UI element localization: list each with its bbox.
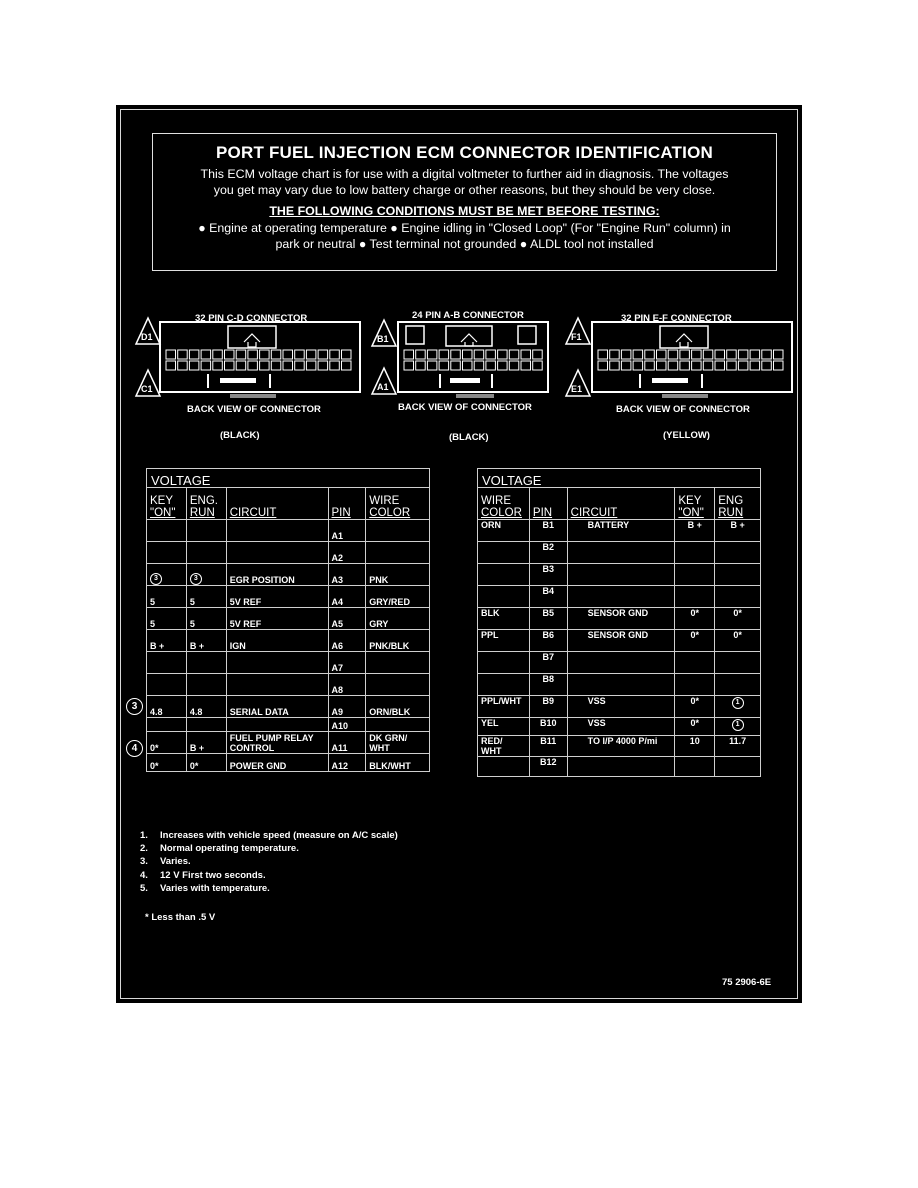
connector-pin: [498, 350, 508, 359]
cell-circuit: [226, 652, 328, 674]
tag-c1-icon: [136, 370, 160, 396]
connector-pin: [738, 350, 748, 359]
cell-key-on: 4.8: [147, 696, 187, 718]
cell-circuit: TO I/P 4000 P/mi: [567, 736, 675, 757]
table-a-header-pin: PIN: [328, 488, 366, 520]
connector-pin: [201, 350, 211, 359]
cell-wire-color: GRY/RED: [366, 586, 430, 608]
voltage-table-b: [477, 468, 761, 777]
table-a-row: [147, 696, 430, 718]
connector-pin: [498, 361, 508, 370]
cell-eng-run: 5: [186, 608, 226, 630]
svg-text:B1: B1: [377, 334, 389, 344]
connector-pin: [330, 361, 340, 370]
table-a-row: [147, 718, 430, 732]
tag-a1-icon: [372, 368, 396, 394]
connector-pin: [306, 350, 316, 359]
cell-eng-run: [186, 520, 226, 542]
connector-pin: [774, 361, 784, 370]
cell-circuit: EGR POSITION: [226, 564, 328, 586]
connector-pin: [727, 350, 737, 359]
connector-pin: [692, 361, 702, 370]
table-a-row: [147, 630, 430, 652]
cell-key-on: 0*: [675, 718, 715, 736]
connector-pin: [318, 361, 328, 370]
cell-circuit: SERIAL DATA: [226, 696, 328, 718]
cell-key-on: [675, 586, 715, 608]
cell-eng-run: B +: [186, 630, 226, 652]
connector-ab-drawing: [398, 322, 548, 398]
table-b-header-eng: ENG RUN: [715, 488, 761, 520]
cell-wire-color: PNK: [366, 564, 430, 586]
cell-pin: A2: [328, 542, 366, 564]
connector-ef-title: 32 PIN E-F CONNECTOR: [621, 313, 732, 324]
table-a-row: [147, 674, 430, 696]
table-a-row: [147, 564, 430, 586]
cell-key-on: 0*: [675, 630, 715, 652]
connector-pin: [762, 361, 772, 370]
connector-pin: [295, 361, 305, 370]
connector-pin: [621, 350, 631, 359]
cell-key-on: [147, 542, 187, 564]
connector-drawings: [0, 0, 918, 460]
connector-pin: [416, 361, 426, 370]
cell-circuit: VSS: [567, 696, 675, 718]
svg-text:E1: E1: [571, 384, 583, 394]
cell-wire-color: [478, 674, 530, 696]
cell-circuit: IGN: [226, 630, 328, 652]
cell-eng-run: B +: [186, 732, 226, 754]
cell-pin: B4: [529, 586, 567, 608]
cell-eng-run: [186, 674, 226, 696]
cell-eng-run: 3: [186, 564, 226, 586]
connector-pin: [248, 350, 258, 359]
connector-pin: [189, 361, 199, 370]
cell-pin: A1: [328, 520, 366, 542]
connector-pin: [533, 361, 543, 370]
connector-pin: [668, 361, 678, 370]
cell-wire-color: DK GRN/ WHT: [366, 732, 430, 754]
connector-cd-view: BACK VIEW OF CONNECTOR: [187, 404, 321, 415]
cell-eng-run: [715, 757, 761, 777]
cell-pin: B3: [529, 564, 567, 586]
cell-circuit: [226, 674, 328, 696]
table-b-row: [478, 520, 761, 542]
cell-key-on: 5: [147, 586, 187, 608]
table-b-header-key: KEY "ON": [675, 488, 715, 520]
cell-key-on: B +: [147, 630, 187, 652]
cell-eng-run: 1: [715, 696, 761, 718]
table-a-row: [147, 586, 430, 608]
cell-circuit: [567, 674, 675, 696]
cell-key-on: 10: [675, 736, 715, 757]
connector-pin: [509, 350, 519, 359]
connector-pin: [610, 350, 620, 359]
connector-pin: [727, 361, 737, 370]
cell-wire-color: [366, 652, 430, 674]
cell-wire-color: [478, 542, 530, 564]
cell-key-on: [675, 564, 715, 586]
cell-pin: A3: [328, 564, 366, 586]
cell-eng-run: [186, 652, 226, 674]
connector-pin: [657, 350, 667, 359]
table-b-row: [478, 586, 761, 608]
cell-pin: A10: [328, 718, 366, 732]
connector-cd-title: 32 PIN C-D CONNECTOR: [195, 313, 308, 324]
cell-circuit: VSS: [567, 718, 675, 736]
connector-pin: [178, 350, 188, 359]
connector-pin: [750, 361, 760, 370]
cell-eng-run: 0*: [186, 754, 226, 772]
cell-wire-color: PNK/BLK: [366, 630, 430, 652]
cell-eng-run: [186, 718, 226, 732]
connector-pin: [451, 350, 461, 359]
cell-circuit: BATTERY: [567, 520, 675, 542]
connector-pin: [645, 361, 655, 370]
connector-ef-color: (YELLOW): [663, 430, 710, 441]
note-item: 1. Increases with vehicle speed (measure on A/C scale): [140, 830, 398, 841]
cell-key-on: [147, 520, 187, 542]
connector-ab-color: (BLACK): [449, 432, 489, 443]
table-a-header-eng: ENG. RUN: [186, 488, 226, 520]
connector-pin: [201, 361, 211, 370]
connector-pin: [486, 361, 496, 370]
cell-eng-run: [715, 586, 761, 608]
tag-f1-icon: [566, 318, 590, 344]
table-b-row: [478, 757, 761, 777]
intro-line-1: This ECM voltage chart is for use with a digital voltmeter to further aid in diagnosis. The voltages: [200, 167, 729, 181]
cell-wire-color: [366, 674, 430, 696]
connector-pin: [404, 350, 414, 359]
notes-list: [140, 830, 398, 896]
connector-pin: [330, 350, 340, 359]
cell-circuit: [226, 520, 328, 542]
cell-key-on: [675, 757, 715, 777]
connector-pin: [509, 361, 519, 370]
conditions-heading: THE FOLLOWING CONDITIONS MUST BE MET BEFORE TESTING:: [269, 204, 660, 218]
cell-key-on: [147, 718, 187, 732]
table-a-header-circuit: CIRCUIT: [226, 488, 328, 520]
figure-id: 75 2906-6E: [722, 977, 772, 988]
connector-pin: [318, 350, 328, 359]
table-a-row: [147, 652, 430, 674]
svg-text:A1: A1: [377, 382, 389, 392]
table-a-row: [147, 520, 430, 542]
table-b-row: [478, 630, 761, 652]
connector-pin: [166, 361, 176, 370]
cell-wire-color: RED/ WHT: [478, 736, 530, 757]
connector-cd-color: (BLACK): [220, 430, 260, 441]
connector-pin: [248, 361, 258, 370]
connector-pin: [486, 350, 496, 359]
connector-pin: [427, 350, 437, 359]
cell-wire-color: BLK/WHT: [366, 754, 430, 772]
connector-pin: [404, 361, 414, 370]
table-b-voltage-label: VOLTAGE: [478, 469, 761, 488]
cell-eng-run: 1: [715, 718, 761, 736]
cell-pin: B7: [529, 652, 567, 674]
connector-pin: [213, 350, 223, 359]
note-item: 3. Varies.: [140, 856, 191, 868]
tag-b1-icon: [372, 320, 396, 346]
tag-e1-icon: [566, 370, 590, 396]
connector-pin: [774, 350, 784, 359]
connector-cd-drawing: [160, 322, 360, 398]
cell-wire-color: ORN: [478, 520, 530, 542]
table-a-voltage-label: VOLTAGE: [147, 469, 430, 488]
table-a-row: [147, 608, 430, 630]
connector-pin: [715, 361, 725, 370]
cell-wire-color: [366, 520, 430, 542]
connector-pin: [715, 350, 725, 359]
cell-pin: A6: [328, 630, 366, 652]
table-b-row: [478, 736, 761, 757]
conditions-line-2: park or neutral ● Test terminal not grounded ● ALDL tool not installed: [275, 237, 654, 251]
connector-pin: [533, 350, 543, 359]
cell-wire-color: [366, 542, 430, 564]
cell-eng-run: [715, 564, 761, 586]
cell-pin: B6: [529, 630, 567, 652]
cell-eng-run: 11.7: [715, 736, 761, 757]
connector-pin: [633, 350, 643, 359]
connector-pin: [225, 361, 235, 370]
table-b-header-pin: PIN: [529, 488, 567, 520]
cell-wire-color: [478, 586, 530, 608]
table-b-row: [478, 652, 761, 674]
cell-pin: B11: [529, 736, 567, 757]
connector-pin: [621, 361, 631, 370]
cell-eng-run: [715, 652, 761, 674]
tag-d1-icon: [136, 318, 160, 344]
callout-4: 4: [126, 740, 143, 757]
connector-ab-title: 24 PIN A-B CONNECTOR: [412, 310, 524, 321]
table-a-row: [147, 754, 430, 772]
connector-pin: [271, 361, 281, 370]
table-a-row: [147, 542, 430, 564]
cell-wire-color: [478, 652, 530, 674]
table-b-row: [478, 718, 761, 736]
connector-pin: [680, 361, 690, 370]
connector-pin: [463, 361, 473, 370]
cell-key-on: 0*: [675, 696, 715, 718]
cell-wire-color: GRY: [366, 608, 430, 630]
connector-pin: [521, 350, 531, 359]
cell-key-on: [675, 652, 715, 674]
svg-text:F1: F1: [571, 332, 582, 342]
cell-key-on: [147, 674, 187, 696]
connector-pin: [225, 350, 235, 359]
table-a-row: [147, 732, 430, 754]
connector-pin: [680, 350, 690, 359]
table-a-header-wire: WIRE COLOR: [366, 488, 430, 520]
cell-pin: A9: [328, 696, 366, 718]
connector-pin: [283, 350, 293, 359]
cell-circuit: [567, 564, 675, 586]
cell-eng-run: B +: [715, 520, 761, 542]
cell-circuit: 5V REF: [226, 608, 328, 630]
cell-eng-run: 5: [186, 586, 226, 608]
connector-ef-drawing: [592, 322, 792, 398]
connector-pin: [178, 361, 188, 370]
connector-pin: [762, 350, 772, 359]
connector-pin: [427, 361, 437, 370]
table-a-header-key: KEY "ON": [147, 488, 187, 520]
cell-eng-run: 0*: [715, 630, 761, 652]
cell-wire-color: ORN/BLK: [366, 696, 430, 718]
cell-eng-run: [715, 542, 761, 564]
table-b-header-wire: WIRE COLOR: [478, 488, 530, 520]
connector-pin: [463, 350, 473, 359]
conditions-line-1: ● Engine at operating temperature ● Engine idling in "Closed Loop" (For "Engine Run" column) in: [198, 221, 731, 235]
cell-circuit: [567, 542, 675, 564]
cell-key-on: 5: [147, 608, 187, 630]
svg-text:C1: C1: [141, 384, 153, 394]
connector-pin: [306, 361, 316, 370]
cell-eng-run: 4.8: [186, 696, 226, 718]
cell-key-on: [147, 652, 187, 674]
note-item: 5. Varies with temperature.: [140, 882, 270, 894]
cell-key-on: [675, 542, 715, 564]
cell-wire-color: PPL: [478, 630, 530, 652]
connector-pin: [521, 361, 531, 370]
connector-pin: [645, 350, 655, 359]
cell-key-on: 0*: [147, 754, 187, 772]
connector-pin: [474, 350, 484, 359]
connector-pin: [260, 350, 270, 359]
connector-pin: [598, 350, 608, 359]
cell-pin: B10: [529, 718, 567, 736]
connector-pin: [668, 350, 678, 359]
connector-pin: [342, 350, 352, 359]
cell-key-on: [675, 674, 715, 696]
connector-pin: [703, 350, 713, 359]
connector-pin: [633, 361, 643, 370]
cell-circuit: [567, 652, 675, 674]
cell-pin: A11: [328, 732, 366, 754]
cell-circuit: POWER GND: [226, 754, 328, 772]
connector-pin: [236, 350, 246, 359]
connector-pin: [342, 361, 352, 370]
callout-3: 3: [126, 698, 143, 715]
cell-circuit: 5V REF: [226, 586, 328, 608]
connector-pin: [166, 350, 176, 359]
voltage-table-a: [146, 468, 430, 772]
connector-pin: [416, 350, 426, 359]
page-title: PORT FUEL INJECTION ECM CONNECTOR IDENTIFICATION: [216, 143, 713, 162]
cell-circuit: FUEL PUMP RELAY CONTROL: [226, 732, 328, 754]
cell-eng-run: 0*: [715, 608, 761, 630]
cell-key-on: 0*: [675, 608, 715, 630]
cell-pin: B5: [529, 608, 567, 630]
cell-wire-color: BLK: [478, 608, 530, 630]
connector-pin: [703, 361, 713, 370]
connector-pin: [738, 361, 748, 370]
connector-pin: [189, 350, 199, 359]
connector-pin: [610, 361, 620, 370]
cell-key-on: B +: [675, 520, 715, 542]
table-b-row: [478, 542, 761, 564]
table-b-row: [478, 674, 761, 696]
cell-circuit: [226, 718, 328, 732]
cell-pin: B8: [529, 674, 567, 696]
connector-pin: [750, 350, 760, 359]
connector-ab-view: BACK VIEW OF CONNECTOR: [398, 402, 532, 413]
cell-pin: B12: [529, 757, 567, 777]
connector-pin: [271, 350, 281, 359]
intro-line-2: you get may vary due to low battery charge or other reasons, but they should be very close.: [213, 183, 716, 197]
table-b-row: [478, 696, 761, 718]
connector-pin: [439, 350, 449, 359]
connector-pin: [236, 361, 246, 370]
cell-circuit: SENSOR GND: [567, 608, 675, 630]
cell-pin: A12: [328, 754, 366, 772]
note-item: 4. 12 V First two seconds.: [140, 869, 266, 881]
cell-pin: B1: [529, 520, 567, 542]
table-b-row: [478, 564, 761, 586]
connector-pin: [260, 361, 270, 370]
connector-pin: [692, 350, 702, 359]
cell-key-on: 3: [147, 564, 187, 586]
cell-wire-color: [366, 718, 430, 732]
connector-pin: [283, 361, 293, 370]
cell-circuit: [567, 586, 675, 608]
cell-circuit: [567, 757, 675, 777]
cell-pin: A8: [328, 674, 366, 696]
connector-pin: [474, 361, 484, 370]
svg-text:D1: D1: [141, 332, 153, 342]
cell-eng-run: [715, 674, 761, 696]
connector-ef-view: BACK VIEW OF CONNECTOR: [616, 404, 750, 415]
connector-pin: [439, 361, 449, 370]
cell-pin: A7: [328, 652, 366, 674]
connector-pin: [598, 361, 608, 370]
cell-wire-color: YEL: [478, 718, 530, 736]
cell-wire-color: [478, 564, 530, 586]
cell-pin: A5: [328, 608, 366, 630]
connector-pin: [657, 361, 667, 370]
cell-circuit: [226, 542, 328, 564]
cell-circuit: SENSOR GND: [567, 630, 675, 652]
cell-pin: B9: [529, 696, 567, 718]
cell-pin: B2: [529, 542, 567, 564]
cell-wire-color: PPL/WHT: [478, 696, 530, 718]
cell-key-on: 0*: [147, 732, 187, 754]
cell-pin: A4: [328, 586, 366, 608]
connector-pin: [213, 361, 223, 370]
cell-eng-run: [186, 542, 226, 564]
connector-pin: [295, 350, 305, 359]
connector-pin: [451, 361, 461, 370]
footnote: * Less than .5 V: [145, 912, 216, 923]
table-b-header-circuit: CIRCUIT: [567, 488, 675, 520]
cell-wire-color: [478, 757, 530, 777]
note-item: 2. Normal operating temperature.: [140, 843, 299, 855]
table-b-row: [478, 608, 761, 630]
